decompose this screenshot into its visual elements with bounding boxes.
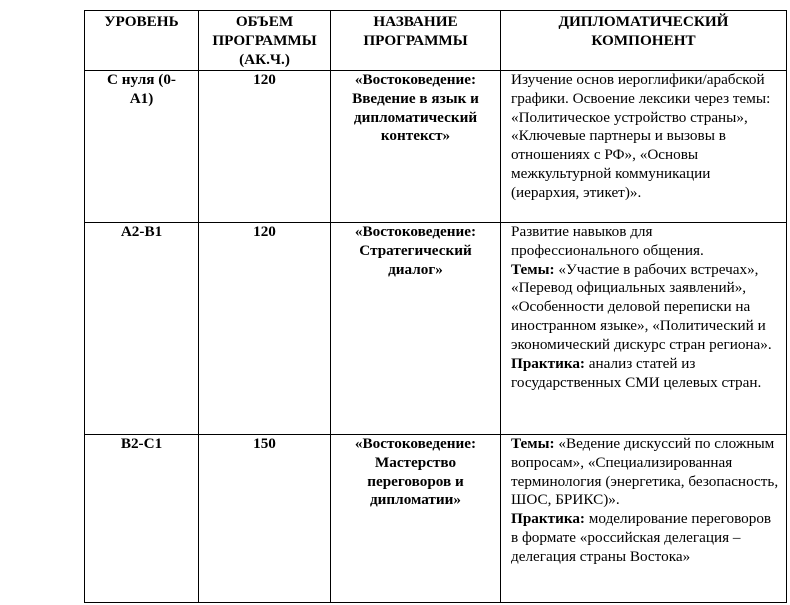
practice-text: моделирование переговоров в формате «российская делегация – делегация страны Востока» — [511, 510, 772, 566]
header-program-name: НАЗВАНИЕ ПРОГРАММЫ — [331, 11, 501, 71]
desc-intro: Изучение основ иероглифики/арабской графики. Освоение лексики через темы: «Политическое устройство страны», «Ключевые партнеры и вызовы в отношениях с РФ», «Основы межкультурной коммуникации (иерархия, этикет)». — [511, 70, 771, 202]
desc-practice — [511, 355, 782, 393]
diplomatic-component-cell — [501, 222, 787, 434]
program-name-cell: «Востоковедение: Стратегический диалог» — [331, 222, 501, 434]
header-level: УРОВЕНЬ — [85, 11, 199, 71]
table-header-row — [85, 11, 787, 71]
desc-topics — [511, 435, 778, 509]
desc-topics — [511, 261, 772, 354]
level-cell: В2-С1 — [85, 434, 199, 602]
hours-cell: 120 — [199, 70, 331, 222]
practice-label: Практика: — [511, 510, 585, 528]
practice-text: анализ статей из государственных СМИ целевых стран. — [511, 355, 762, 391]
topics-label: Темы: — [511, 434, 555, 452]
practice-label: Практика: — [511, 355, 585, 373]
topics-text: «Участие в рабочих встречах», «Перевод официальных заявлений», «Особенности деловой переписки на иностранном языке», «Политический и экономический дискурс стран региона». — [511, 260, 772, 354]
table-row — [85, 434, 787, 602]
program-name-cell: «Востоковедение: Введение в язык и дипломатический контекст» — [331, 70, 501, 222]
diplomatic-component-cell — [501, 70, 787, 222]
hours-cell: 120 — [199, 222, 331, 434]
desc-practice — [511, 510, 782, 567]
desc-intro: Развитие навыков для профессионального общения. — [511, 222, 704, 259]
level-cell: А2-В1 — [85, 222, 199, 434]
programs-table — [84, 10, 787, 603]
topics-label: Темы: — [511, 260, 555, 278]
table-row — [85, 222, 787, 434]
header-hours: ОБЪЕМ ПРОГРАММЫ (АК.Ч.) — [199, 11, 331, 71]
level-cell: С нуля (0-А1) — [85, 70, 199, 222]
topics-text: «Ведение дискуссий по сложным вопросам», «Специализированная терминология (энергетика, безопасность, ШОС, БРИКС)». — [511, 434, 779, 509]
program-name-cell: «Востоковедение: Мастерство переговоров и дипломатии» — [331, 434, 501, 602]
table-row — [85, 70, 787, 222]
hours-cell: 150 — [199, 434, 331, 602]
header-diplomatic-component: ДИПЛОМАТИЧЕСКИЙ КОМПОНЕНТ — [501, 11, 787, 71]
diplomatic-component-cell — [501, 434, 787, 602]
